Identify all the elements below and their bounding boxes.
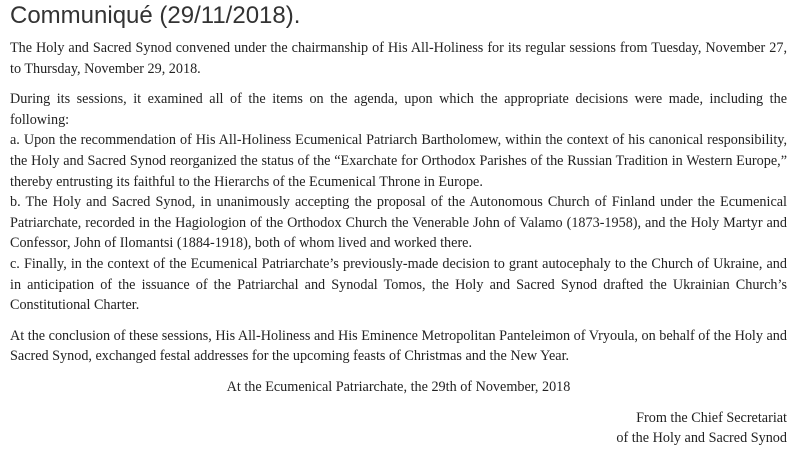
- conclusion-paragraph: At the conclusion of these sessions, His All-Holiness and His Eminence Metropolitan Panteleimon of Vryoula, on behalf of the Holy and Sacred Synod, exchanged festal addresses for the upcoming feasts of Christmas and the New Year.: [10, 327, 787, 365]
- signature-line-1: From the Chief Secretariat: [636, 409, 787, 426]
- sessions-intro-paragraph: During its sessions, it examined all of the items on the agenda, upon which the appropriate decisions were made, including the following:: [10, 91, 787, 128]
- decision-item-b: b. The Holy and Sacred Synod, in unanimously accepting the proposal of the Autonomous Church of Finland under the Ecumenical Patriarchate, recorded in the Hagiologion of the Orthodox Church the Venerable John of Valamo (1873-1958), and the Holy Martyr and Confessor, John of Ilomantsi (1884-1918), both of whom lived and worked there.: [10, 194, 787, 252]
- decision-item-a: a. Upon the recommendation of His All-Holiness Ecumenical Patriarch Bartholomew, within the context of his canonical responsibility, the Holy and Sacred Synod reorganized the status of the “Exarchate for Orthodox Parishes of the Russian Tradition in Western Europe,” thereby entrusting its faithful to the Hierarchs of the Ecumenical Throne in Europe.: [10, 132, 787, 190]
- signature-line-2: of the Holy and Sacred Synod: [616, 430, 787, 447]
- opening-paragraph: The Holy and Sacred Synod convened under the chairmanship of His All-Holiness for its regular sessions from Tuesday, November 27, to Thursday, November 29, 2018.: [10, 40, 787, 77]
- page-title: Communiqué (29/11/2018).: [10, 2, 301, 29]
- decision-item-c: c. Finally, in the context of the Ecumenical Patriarchate’s previously-made decision to grant autocephaly to the Church of Ukraine, and in anticipation of the issuance of the Patriarchal and Synodal Tomos, the Holy and Sacred Synod drafted the Ukrainian Church’s Constitutional Charter.: [10, 255, 787, 314]
- communique-article: [10, 0, 787, 449]
- dateline: At the Ecumenical Patriarchate, the 29th of November, 2018: [226, 378, 571, 395]
